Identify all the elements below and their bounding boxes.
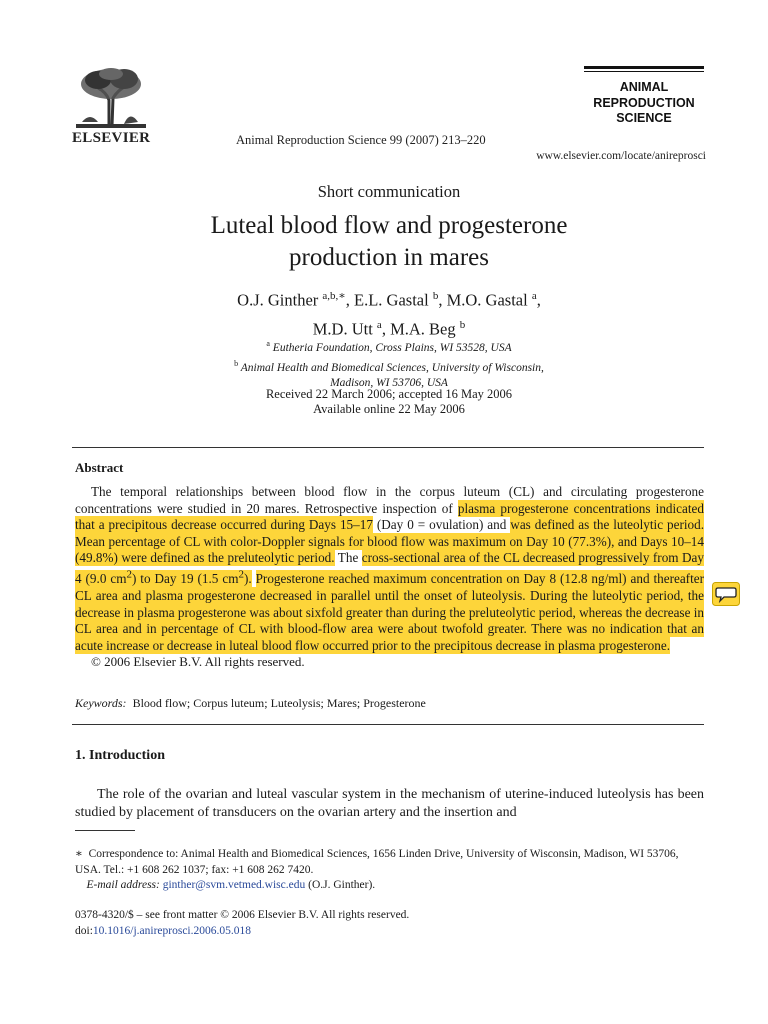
author-affil-marker[interactable]: a [531,290,537,302]
author-affil-marker[interactable]: a [376,318,382,331]
author-name[interactable]: M.A. Beg [390,319,456,338]
intro-text: The role of the ovarian and luteal vascular system in the mechanism of uterine-induced luteolysis has been studied by placement of transducers on the ovarian artery and the insertion and [75,787,704,820]
abstract-heading: Abstract [75,460,124,475]
author-affil-marker[interactable]: a,b,∗ [322,290,346,302]
article-title [0,210,768,274]
highlight[interactable]: Mean percentage of CL with color-Doppler signals for blood flow was maximum on Day 10 (77.3%), and Days 10–14 (49.8%) were defined as the preluteolytic period. [75,533,704,566]
author-affil-marker[interactable]: b [432,290,439,302]
highlight[interactable]: plasma progesterone concentrations indicated that a precipitous decrease occurred during Days 15–17 [75,500,704,533]
email-link[interactable]: ginther@svm.vetmed.wisc.edu [162,879,306,891]
brand-line: ANIMAL [619,80,669,94]
title-line: production in mares [289,244,489,271]
title-line: Luteal blood flow and progesterone [210,212,568,239]
author-affil-marker[interactable]: b [459,318,466,331]
author-name[interactable]: M.D. Utt [312,319,373,338]
abstract-copyright: © 2006 Elsevier B.V. All rights reserved. [91,654,305,670]
abstract-body [75,484,704,671]
keywords [75,696,426,711]
author-name[interactable]: O.J. Ginther [237,290,319,310]
publisher-name: ELSEVIER [72,130,151,146]
affiliation-line: $^a$ Eutheria Foundation, Cross Plains, WI 53528, USA [266,339,512,354]
correspondence-footnote [75,847,704,894]
author-name[interactable]: E.L. Gastal [354,290,429,310]
highlight[interactable]: Progesterone reached maximum concentration on Day 8 (12.8 ng/ml) and thereafter CL area and plasma progesterone decreased in parallel until the onset of luteolysis. During the luteolytic period, the decrease in plasma progesterone was about sixfold greater than during the preluteolytic period, whereas the decrease in CL area and in percentage of CL with blood-flow area were about twofold greater. There was no indication that an acute increase or decrease in luteal blood flow occurred prior to the precipitous decrease in plasma progesterone. [75,571,704,653]
divider-bottom [72,724,704,725]
keywords-text: Blood flow; Corpus luteum; Luteolysis; Mares; Progesterone [132,696,426,710]
brand-title [584,80,704,127]
journal-citation: Animal Reproduction Science 99 (2007) 213–220 [236,133,486,147]
affiliation-line: Madison, WI 53706, USA [330,376,448,389]
author-name[interactable]: M.O. Gastal [446,290,528,310]
keywords-label: Keywords: [75,696,127,710]
elsevier-tree-icon [76,66,146,128]
journal-brand [584,66,704,127]
issn-line: 0378-4320/$ – see front matter © 2006 Elsevier B.V. All rights reserved. [75,909,410,921]
doi-link[interactable]: 10.1016/j.anireprosci.2006.05.018 [92,924,251,937]
footnote-rule [75,830,135,831]
available-date: Available online 22 May 2006 [313,402,465,416]
doi-line: doi:10.1016/j.anireprosci.2006.05.018 [75,924,251,937]
front-matter [75,908,409,939]
author-list: O.J. Ginther $^{a,b,∗}$, E.L. Gastal $^b$, M.O. Gastal $^a$, M.D. Utt $^a$, M.A. Beg $^b$ [237,290,541,338]
brand-line: SCIENCE [616,111,672,125]
brand-rule-top [584,66,704,69]
highlight[interactable]: cross-sectional area of the CL decreased progressively from Day 4 (9.0 $cm^2$) to Day 19 (1.5 $cm^2$). [75,550,704,587]
received-date: Received 22 March 2006; accepted 16 May 2006 [265,387,513,401]
article-type: Short communication [317,182,461,201]
affiliations [0,336,768,391]
divider-top [72,447,704,448]
comment-bubble-icon[interactable] [712,582,740,606]
footnote-email: E-mail address: ginther@svm.vetmed.wisc.edu (O.J. Ginther). [86,879,376,891]
brand-line: REPRODUCTION [593,95,695,110]
brand-rule-bottom [584,71,704,72]
abstract-paragraph: The temporal relationships between blood flow in the corpus luteum (CL) and circulating progesterone concentrations were studied in 20 mares. Retrospective inspection of plasma progesterone concentrations indicated that a precipitous decrease occurred during Days 15–17 (Day 0 = ovulation) and was defined as the luteolytic period. Mean percentage of CL with color-Doppler signals for blood flow was maximum on Day 10 (77.3%), and Days 10–14 (49.8%) were defined as the preluteolytic period. The cross-sectional area of the CL decreased progressively from Day 4 (9.0 $cm^2$) to Day 19 (1.5 $cm^2$). Progesterone reached maximum concentration on Day 8 (12.8 ng/ml) and thereafter CL area and plasma progesterone decreased in parallel until the onset of luteolysis. During the luteolytic period, the decrease in plasma progesterone was about sixfold greater than during the preluteolytic period, whereas the decrease in CL area and in percentage of CL with blood-flow area were about twofold greater. There was no indication that an acute increase or decrease in luteal blood flow occurred prior to the precipitous decrease in plasma progesterone. [75,484,705,653]
article-dates [0,387,768,417]
intro-heading: 1. Introduction [75,748,165,763]
affiliation-line: $^b$ Animal Health and Biomedical Sciences, University of Wisconsin, [234,358,544,374]
journal-url-link[interactable]: www.elsevier.com/locate/anireprosci [536,150,706,162]
highlight[interactable]: was defined as the luteolytic period. [510,517,705,533]
footnote-correspondence: ∗ Correspondence to: Animal Health and Biomedical Sciences, 1656 Linden Drive, University of Wisconsin, Madison, WI 53706, USA. Tel.: +1 608 262 1037; fax: +1 608 262 7420. [75,848,679,876]
